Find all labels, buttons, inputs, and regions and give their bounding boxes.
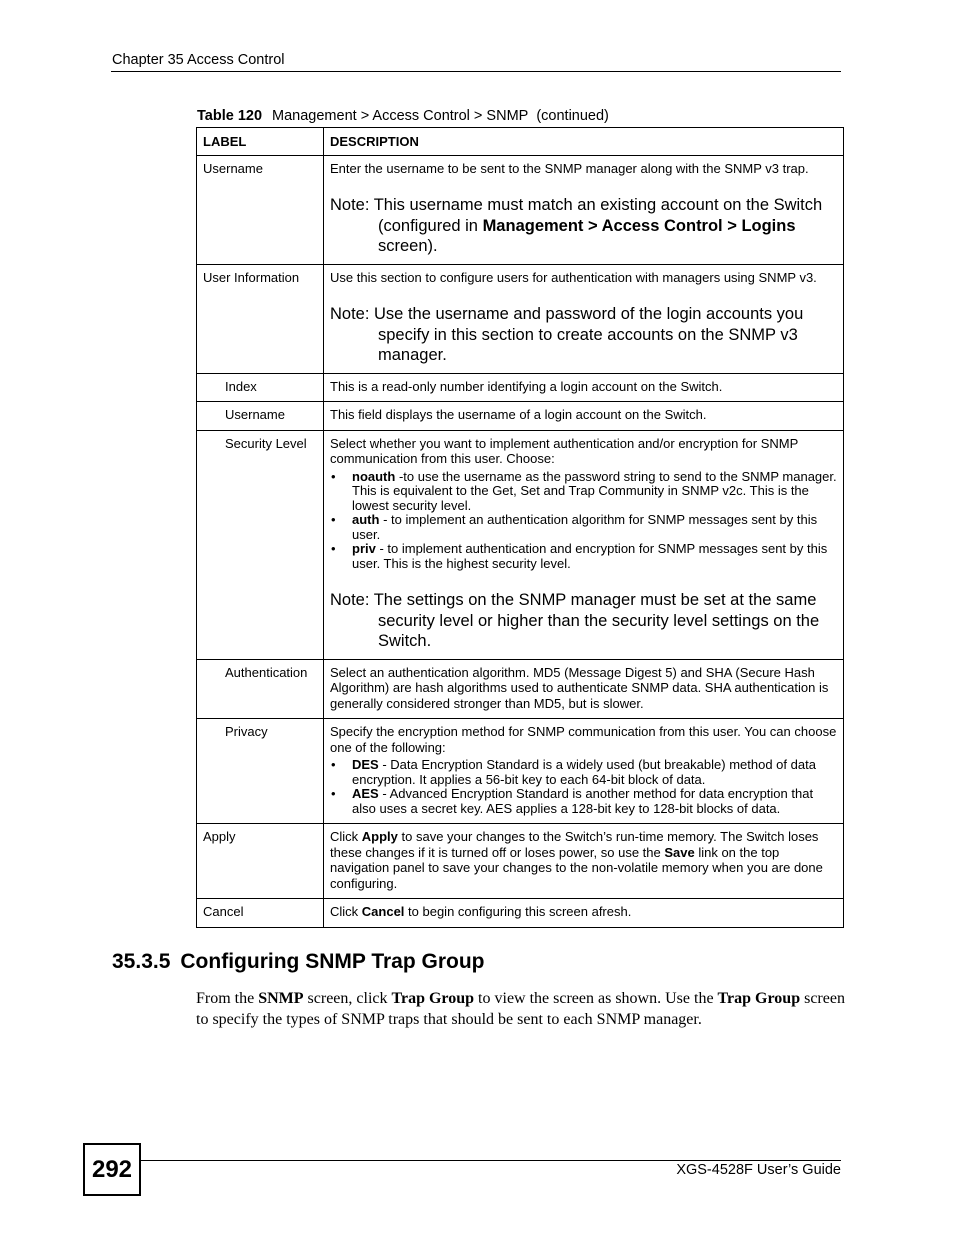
snmp-term: SNMP	[258, 990, 304, 1007]
trap-group-term: Trap Group	[717, 990, 801, 1007]
option-name: priv	[352, 541, 376, 556]
description-text: Select whether you want to implement authentication and/or encryption for SNMP communication from this user. Choose:	[330, 435, 799, 466]
table-caption-title: Management > Access Control > SNMP	[272, 108, 529, 124]
note-menu-path: Management > Access Control > Logins	[482, 216, 796, 235]
note-text-end: screen).	[378, 237, 438, 255]
body-paragraph	[196, 988, 846, 1030]
table-caption	[197, 108, 609, 124]
description-text: link on the top navigation panel to save your changes to the non-volatile memory when you are done configuring.	[330, 844, 823, 891]
option-description: - to implement an authentication algorithm for SNMP messages sent by this user.	[352, 512, 818, 542]
row-label: Security Level	[197, 430, 324, 659]
column-header-description: DESCRIPTION	[324, 128, 844, 156]
table-row	[197, 430, 844, 659]
section-number: 35.3.5	[112, 950, 171, 973]
table-row	[197, 155, 844, 264]
option-description: - Data Encryption Standard is a widely used (but breakable) method of data encryption. It applies a 56-bit key to each 64-bit block of data.	[352, 757, 816, 787]
option-description: - Advanced Encryption Standard is another method for data encryption that also uses a secret key. AES applies a 128-bit key to 128-bit blocks of data.	[352, 786, 814, 816]
table-row	[197, 899, 844, 928]
description-text: Click	[330, 829, 362, 844]
option-name: auth	[352, 512, 380, 527]
bullet-icon: •	[331, 541, 336, 556]
row-description	[324, 155, 844, 264]
table-header-row	[197, 128, 844, 156]
trap-group-term: Trap Group	[391, 990, 475, 1007]
paragraph-text: From the	[196, 990, 259, 1007]
option-description: - to implement authentication and encryption for SNMP messages sent by this user. This is the highest security level.	[352, 541, 828, 571]
table-caption-number: Table 120	[197, 108, 263, 124]
apply-term: Apply	[361, 829, 398, 844]
header-divider	[111, 71, 841, 72]
row-description: This field displays the username of a login account on the Switch.	[324, 402, 844, 431]
bullet-icon: •	[331, 757, 336, 772]
save-term: Save	[664, 844, 695, 860]
table-row	[197, 719, 844, 824]
row-label: Apply	[197, 824, 324, 899]
bullet-icon: •	[331, 786, 336, 801]
bullet-list	[330, 758, 838, 816]
table-row	[197, 659, 844, 719]
section-title: Configuring SNMP Trap Group	[180, 950, 485, 973]
row-label: Index	[197, 373, 324, 402]
description-text: to begin configuring this screen afresh.	[404, 904, 632, 919]
note	[330, 195, 838, 257]
table-row	[197, 402, 844, 431]
description-text: Click	[330, 904, 362, 919]
row-description	[324, 264, 844, 373]
page-number: 292	[83, 1143, 141, 1196]
row-description: This is a read-only number identifying a login account on the Switch.	[324, 373, 844, 402]
list-item	[330, 758, 838, 787]
guide-title: XGS-4528F User’s Guide	[676, 1162, 841, 1178]
row-label: Privacy	[197, 719, 324, 824]
bullet-list	[330, 470, 838, 572]
table-row	[197, 264, 844, 373]
table-caption-continued: (continued)	[536, 108, 609, 124]
option-name: DES	[352, 757, 379, 772]
row-label: Cancel	[197, 899, 324, 928]
bullet-icon: •	[331, 468, 336, 484]
paragraph-text: screen, click	[303, 990, 392, 1007]
paragraph-text: screen to specify the types of SNMP traps that should be sent to each SNMP manager.	[196, 990, 845, 1028]
section-heading	[112, 950, 485, 974]
description-text: Enter the username to be sent to the SNMP manager along with the SNMP v3 trap.	[330, 160, 809, 176]
column-header-label: LABEL	[197, 128, 324, 156]
description-text: Specify the encryption method for SNMP communication from this user. You can choose one of the following:	[330, 724, 837, 755]
table-row	[197, 824, 844, 899]
list-item	[330, 470, 838, 514]
description-text: Use this section to configure users for authentication with managers using SNMP v3.	[330, 269, 817, 285]
row-label: Username	[197, 402, 324, 431]
row-label: Username	[197, 155, 324, 264]
table-row	[197, 373, 844, 402]
note-text: Note: This username must match an existing account on the Switch (configured in	[330, 196, 823, 235]
list-item	[330, 787, 838, 816]
snmp-field-table	[196, 127, 844, 928]
row-label: Authentication	[197, 659, 324, 719]
note: Note: The settings on the SNMP manager must be set at the same security level or higher than the security level settings on the Switch.	[330, 591, 820, 650]
description-text: to save your changes to the Switch’s run-time memory. The Switch loses these changes if it is turned off or loses power, so use the	[330, 829, 819, 860]
cancel-term: Cancel	[361, 904, 405, 919]
option-name: AES	[352, 786, 379, 801]
row-description: Select an authentication algorithm. MD5 (Message Digest 5) and SHA (Secure Hash Algorithm) are hash algorithms used to authenticate SNMP data. SHA authentication is generally considered stronger than MD5, but is slower.	[324, 659, 844, 719]
row-label: User Information	[197, 264, 324, 373]
footer-divider	[139, 1160, 841, 1161]
chapter-header: Chapter 35 Access Control	[112, 52, 285, 68]
note: Note: Use the username and password of the login accounts you specify in this section to create accounts on the SNMP v3 manager.	[330, 305, 804, 364]
bullet-icon: •	[331, 512, 336, 527]
paragraph-text: to view the screen as shown. Use the	[474, 990, 718, 1007]
row-description	[324, 719, 844, 824]
row-description	[324, 899, 844, 928]
list-item	[330, 513, 838, 542]
option-description: -to use the username as the password string to send to the SNMP manager. This is equivalent to the Get, Set and Trap Community in SNMP v2c. This is the lowest security level.	[352, 468, 837, 513]
option-name: noauth	[352, 468, 396, 484]
row-description	[324, 430, 844, 659]
list-item	[330, 542, 838, 571]
row-description	[324, 824, 844, 899]
